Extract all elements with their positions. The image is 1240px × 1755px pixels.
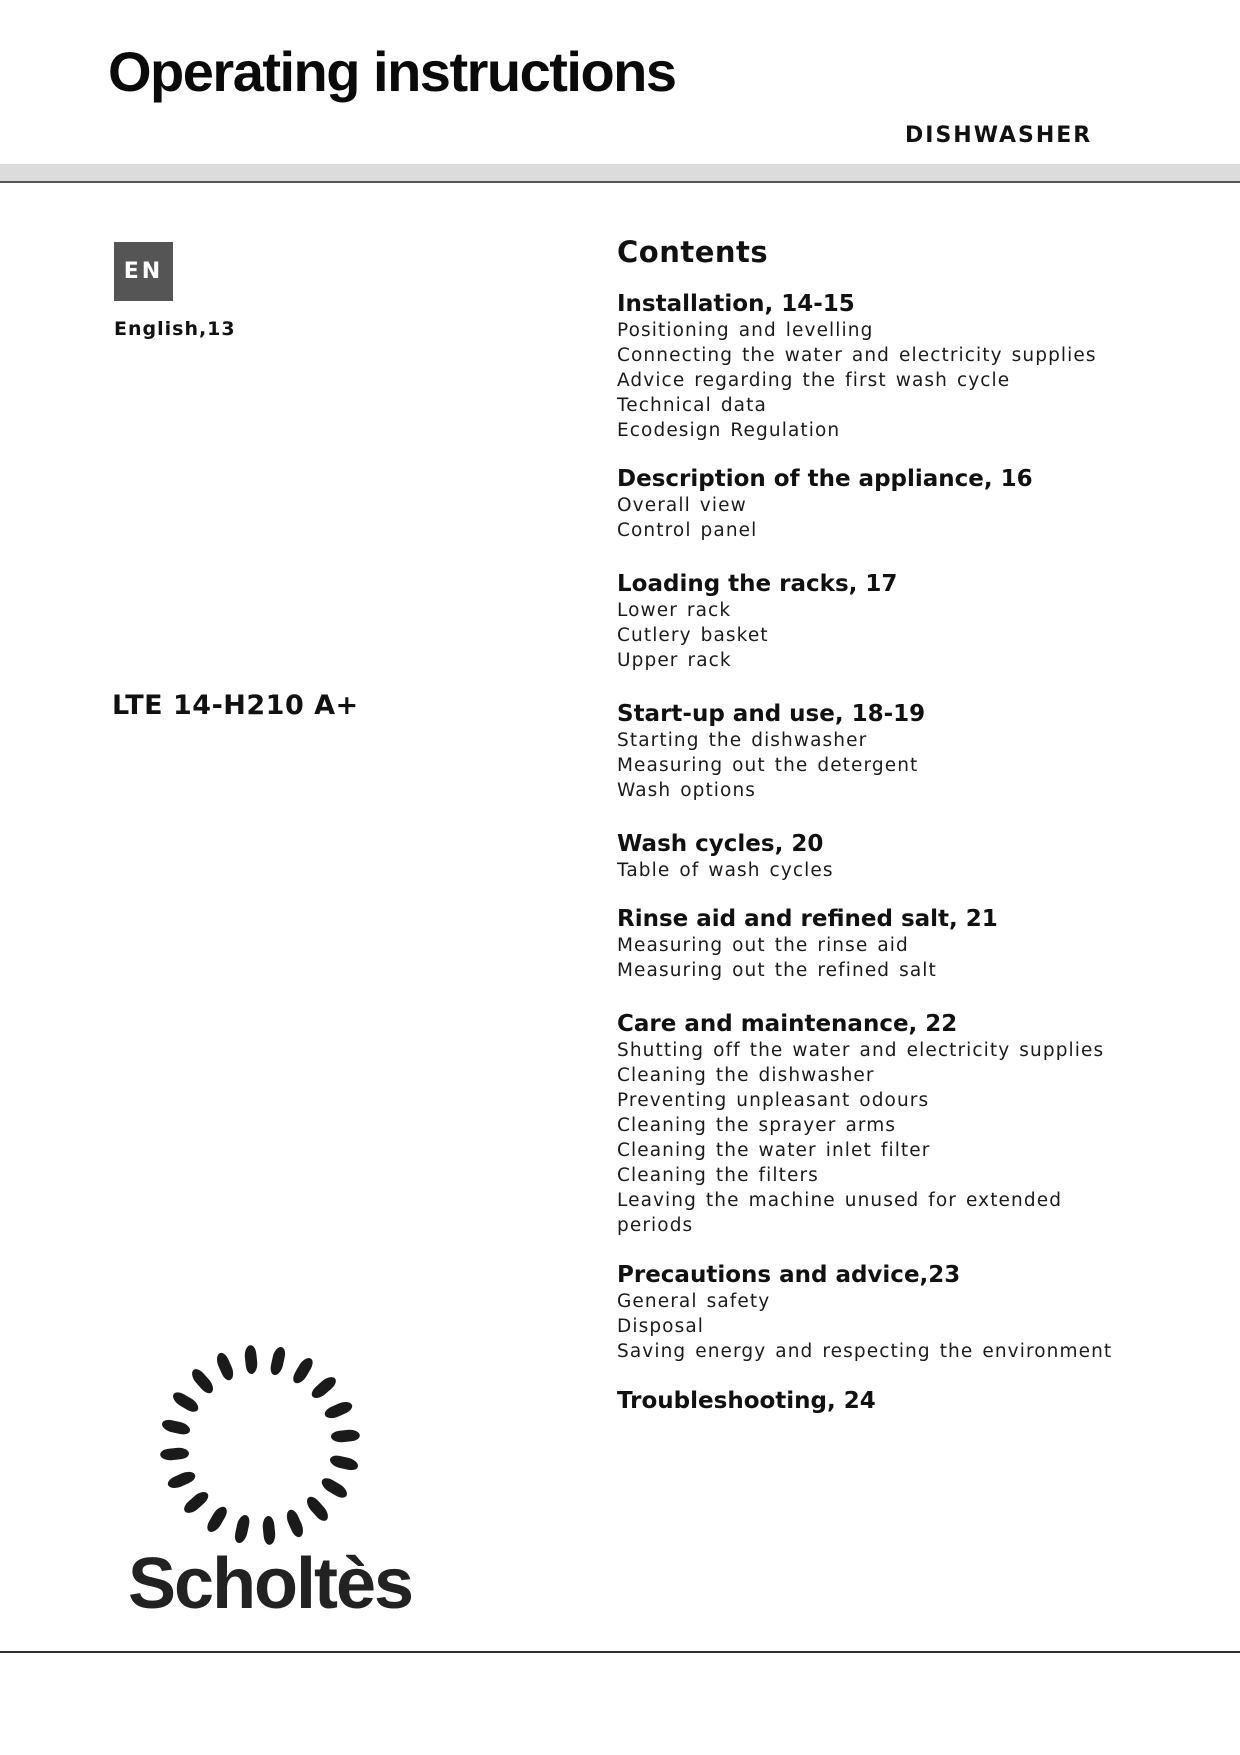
- toc-section-care: [617, 1010, 1104, 1238]
- toc-section-precautions: [617, 1261, 1112, 1364]
- logo-ray: [171, 1389, 199, 1415]
- toc-item: Table of wash cycles: [617, 860, 834, 881]
- toc-section-rinse-aid: [617, 905, 998, 983]
- toc-item: Saving energy and respecting the environment: [617, 1341, 1113, 1362]
- logo-ray: [204, 1505, 230, 1533]
- logo-ray: [284, 1507, 305, 1540]
- toc-item: Cleaning the filters: [617, 1165, 819, 1186]
- document-type: DISHWASHER: [905, 123, 1093, 148]
- toc-item: Cutlery basket: [617, 625, 769, 646]
- toc-heading: Loading the racks, 17: [617, 571, 898, 597]
- toc-item: Ecodesign Regulation: [617, 420, 841, 441]
- logo-ray: [308, 1374, 339, 1400]
- toc-item: periods: [617, 1215, 694, 1236]
- toc-item: Disposal: [617, 1316, 705, 1337]
- header-divider: [0, 164, 1240, 183]
- toc-item: Preventing unpleasant odours: [617, 1090, 930, 1111]
- logo-ray: [290, 1356, 316, 1384]
- toc-item: Advice regarding the first wash cycle: [617, 370, 1011, 391]
- toc-item: Connecting the water and electricity supplies: [617, 345, 1097, 366]
- logo-ray: [304, 1493, 330, 1524]
- logo-ray: [320, 1475, 348, 1501]
- toc-item: Cleaning the dishwasher: [617, 1065, 875, 1086]
- logo-ray: [159, 1447, 191, 1461]
- toc-item: Positioning and levelling: [617, 320, 874, 341]
- toc-heading: Installation, 14-15: [617, 291, 855, 317]
- sun-burst-logo-icon: [155, 1340, 365, 1550]
- footer-divider: [0, 1651, 1240, 1653]
- logo-ray: [162, 1418, 190, 1436]
- toc-heading: Troubleshooting, 24: [617, 1388, 876, 1414]
- logo-ray: [322, 1399, 355, 1420]
- toc-item: Measuring out the rinse aid: [617, 935, 909, 956]
- brand-wordmark: Scholtès: [128, 1544, 413, 1624]
- toc-section-loading: [617, 570, 897, 673]
- toc-section-wash-cycles: [617, 830, 834, 883]
- toc-section-troubleshooting: [617, 1387, 876, 1415]
- toc-section-startup: [617, 700, 925, 803]
- toc-item: Wash options: [617, 780, 757, 801]
- toc-item: Cleaning the water inlet filter: [617, 1140, 931, 1161]
- toc-item: Measuring out the refined salt: [617, 960, 937, 981]
- toc-section-installation: [617, 290, 1097, 443]
- toc-heading: Care and maintenance, 22: [617, 1011, 958, 1037]
- toc-section-description: [617, 465, 1033, 543]
- toc-item: Starting the dishwasher: [617, 730, 868, 751]
- toc-heading: Start-up and use, 18-19: [617, 701, 926, 727]
- logo-ray: [181, 1489, 212, 1515]
- logo-ray: [269, 1347, 287, 1375]
- toc-heading: Description of the appliance, 16: [617, 466, 1033, 492]
- toc-heading: Precautions and advice,23: [617, 1262, 961, 1288]
- toc-item: Lower rack: [617, 600, 732, 621]
- language-badge: EN: [114, 242, 173, 301]
- logo-ray: [262, 1514, 276, 1546]
- toc-item: Upper rack: [617, 650, 732, 671]
- logo-ray: [233, 1515, 251, 1543]
- model-number: LTE 14-H210 A+: [112, 690, 359, 721]
- toc-item: Measuring out the detergent: [617, 755, 919, 776]
- logo-ray: [330, 1454, 358, 1472]
- language-page-label: English,13: [114, 318, 236, 340]
- logo-ray: [189, 1366, 215, 1397]
- document-title: Operating instructions: [108, 40, 676, 103]
- toc-item: Overall view: [617, 495, 747, 516]
- toc-item: Technical data: [617, 395, 767, 416]
- logo-ray: [214, 1350, 235, 1383]
- contents-title: Contents: [617, 235, 769, 269]
- logo-ray: [165, 1469, 198, 1490]
- toc-item: Leaving the machine unused for extended: [617, 1190, 1063, 1211]
- toc-heading: Rinse aid and refined salt, 21: [617, 906, 998, 932]
- toc-item: General safety: [617, 1291, 771, 1312]
- logo-ray: [329, 1429, 361, 1443]
- logo-ray: [244, 1344, 258, 1376]
- toc-item: Cleaning the sprayer arms: [617, 1115, 897, 1136]
- toc-item: Shutting off the water and electricity supplies: [617, 1040, 1105, 1061]
- toc-item: Control panel: [617, 520, 758, 541]
- toc-heading: Wash cycles, 20: [617, 831, 824, 857]
